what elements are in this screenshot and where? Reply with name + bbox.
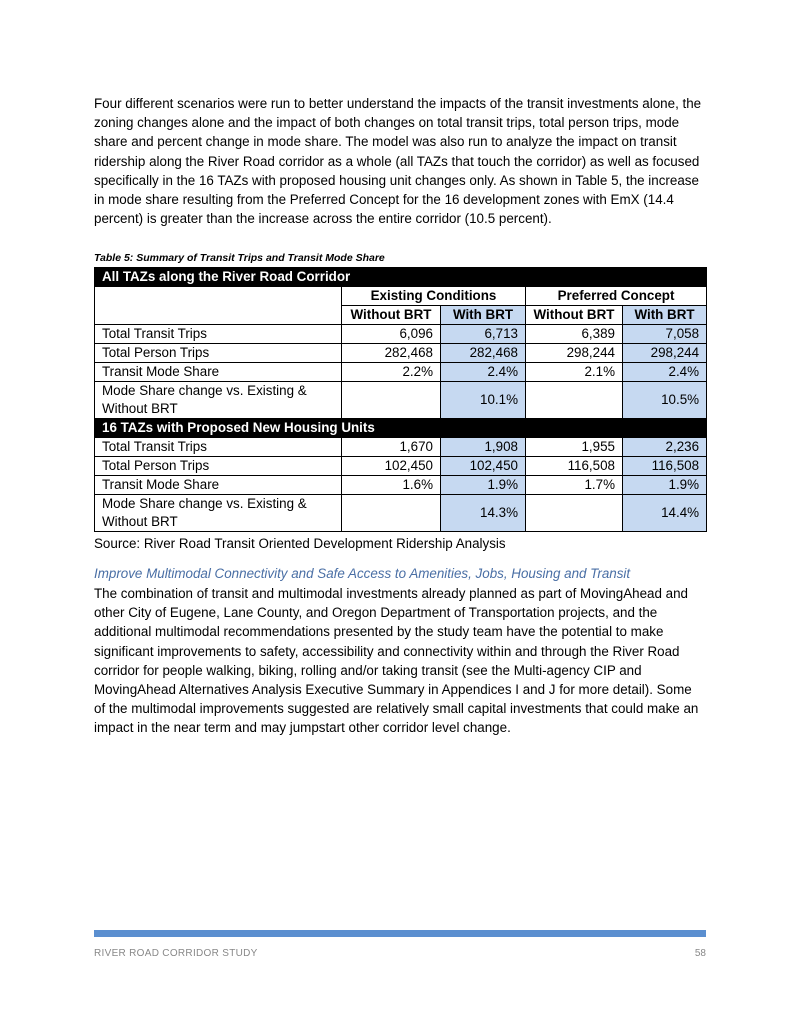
table-cell: 1,955 [526,438,623,457]
body-paragraph: The combination of transit and multimodal investments already planned as part of MovingAhead and other City of Eugene, Lane County, and Oregon Department of Transportation projects, and the additional multimodal recommendations presented by the study team have the potential to make significant improvements to safety, accessibility and connectivity within and through the River Road corridor for people walking, biking, rolling and/or taking transit (see the Multi-agency CIP and MovingAhead Alternatives Analysis Executive Summary in Appendices I and J for more detail). Some of the multimodal improvements suggested are relatively small capital investments that could make an impact in the near term and may jumpstart other corridor level change. [94,586,699,736]
table-cell: 10.1% [441,382,526,419]
table-cell: 2.1% [526,363,623,382]
row-label: Total Transit Trips [95,325,342,344]
table-row [95,457,707,476]
intro-paragraph: Four different scenarios were run to better understand the impacts of the transit investments alone, the zoning changes alone and the impact of both changes on total transit trips, total person trips, mode share and percent change in mode share. The model was also run to analyze the impact on transit ridership along the River Road corridor as a whole (all TAZs that touch the corridor) as well as focused specifically in the 16 TAZs with proposed housing unit changes only. As shown in Table 5, the increase in mode share resulting from the Preferred Concept for the 16 development zones with EmX (14.4 percent) is greater than the increase across the entire corridor (10.5 percent). [94,96,702,227]
table-cell: 102,450 [342,457,441,476]
group-header: Preferred Concept [526,287,707,306]
table-row [95,476,707,495]
table-cell: 7,058 [623,325,707,344]
group-header-row [95,287,707,306]
section-title: All TAZs along the River Road Corridor [95,268,707,287]
table-cell: 298,244 [623,344,707,363]
page-number: 58 [694,948,706,959]
table-cell: 2.2% [342,363,441,382]
table-cell: 6,713 [441,325,526,344]
row-label: Total Person Trips [95,344,342,363]
row-label: Total Person Trips [95,457,342,476]
table-cell [526,382,623,419]
footer-rule [94,930,706,937]
group-header: Existing Conditions [342,287,526,306]
section-header-row [95,268,707,287]
table-cell: 116,508 [526,457,623,476]
table-cell: 10.5% [623,382,707,419]
column-header: Without BRT [342,306,441,325]
table-cell: 1.6% [342,476,441,495]
row-label: Mode Share change vs. Existing & Without BRT [95,495,342,532]
subheader-row [95,306,707,325]
table-cell: 6,096 [342,325,441,344]
table-cell [342,382,441,419]
section-subheading: Improve Multimodal Connectivity and Safe Access to Amenities, Jobs, Housing and Transit [94,566,631,581]
table-cell: 2,236 [623,438,707,457]
table-cell: 2.4% [623,363,707,382]
section-title: 16 TAZs with Proposed New Housing Units [95,419,707,438]
table-source: Source: River Road Transit Oriented Development Ridership Analysis [94,536,506,551]
table-cell: 102,450 [441,457,526,476]
row-label: Transit Mode Share [95,476,342,495]
row-label: Transit Mode Share [95,363,342,382]
column-header: With BRT [441,306,526,325]
table-caption: Table 5: Summary of Transit Trips and Transit Mode Share [94,252,385,264]
table-cell: 282,468 [441,344,526,363]
footer-title: RIVER ROAD CORRIDOR STUDY [94,948,258,959]
table-cell: 6,389 [526,325,623,344]
column-header: With BRT [623,306,707,325]
table-cell: 14.3% [441,495,526,532]
table-cell: 282,468 [342,344,441,363]
table-cell: 116,508 [623,457,707,476]
table-row [95,325,707,344]
table-row [95,495,707,532]
table-cell: 1,670 [342,438,441,457]
table-cell: 1.9% [623,476,707,495]
table-cell: 1.7% [526,476,623,495]
table-row [95,344,707,363]
table-cell: 298,244 [526,344,623,363]
section-header-row [95,419,707,438]
table-cell [342,495,441,532]
table-cell: 1,908 [441,438,526,457]
table-cell: 14.4% [623,495,707,532]
table-row [95,363,707,382]
table-cell: 2.4% [441,363,526,382]
row-label: Mode Share change vs. Existing & Without BRT [95,382,342,419]
table-cell: 1.9% [441,476,526,495]
table-row [95,382,707,419]
row-label: Total Transit Trips [95,438,342,457]
summary-table [94,267,707,532]
column-header: Without BRT [526,306,623,325]
table-row [95,438,707,457]
table-cell [526,495,623,532]
